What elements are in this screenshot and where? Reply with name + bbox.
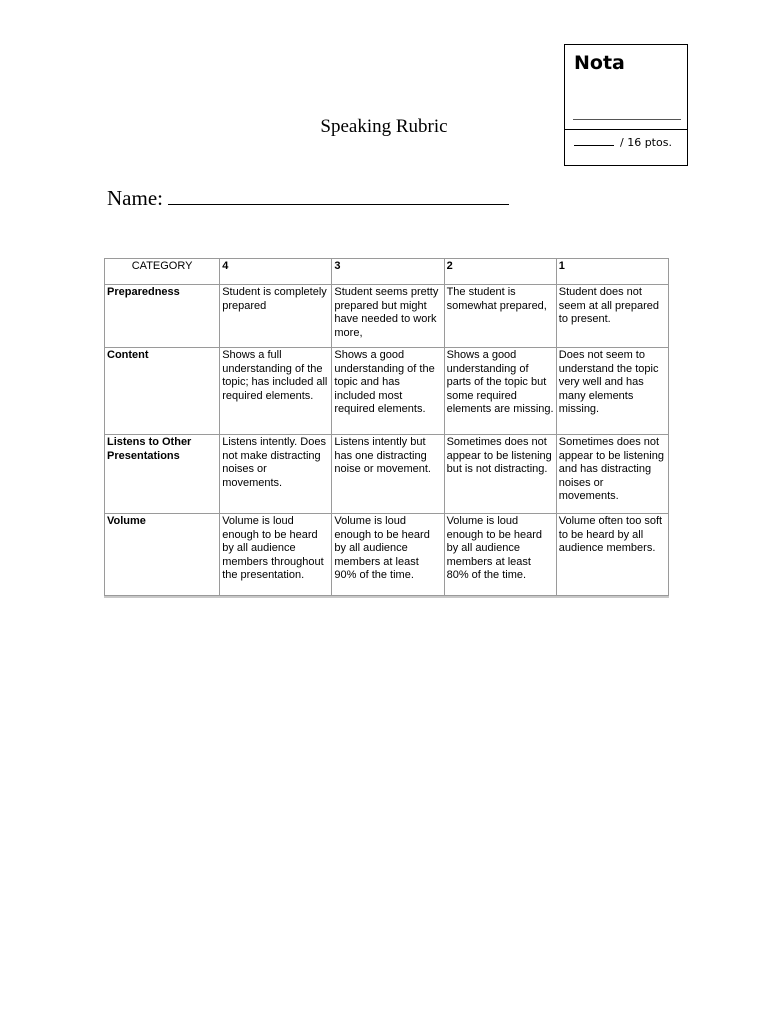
name-field xyxy=(107,186,509,211)
column-header-score-3: 3 xyxy=(332,259,444,285)
category-preparedness: Preparedness xyxy=(105,285,220,348)
table-cell: Listens intently but has one distracting noise or movement. xyxy=(332,435,444,514)
table-row xyxy=(105,435,669,514)
score-total: / 16 ptos. xyxy=(620,136,672,149)
category-content: Content xyxy=(105,348,220,435)
name-blank-line xyxy=(168,186,509,205)
table-cell: Sometimes does not appear to be listening and has distracting noises or movements. xyxy=(556,435,668,514)
name-label: Name: xyxy=(107,186,163,210)
table-cell: Student seems pretty prepared but might have needed to work more, xyxy=(332,285,444,348)
table-cell: Shows a good understanding of the topic and has included most required elements. xyxy=(332,348,444,435)
table-row xyxy=(105,348,669,435)
table-cell: Listens intently. Does not make distracting noises or movements. xyxy=(220,435,332,514)
table-cell: The student is somewhat prepared, xyxy=(444,285,556,348)
page-title: Speaking Rubric xyxy=(320,116,448,137)
table-cell: Shows a good understanding of parts of the topic but some required elements are missing. xyxy=(444,348,556,435)
table-cell: Shows a full understanding of the topic; has included all required elements. xyxy=(220,348,332,435)
table-cell: Volume often too soft to be heard by all audience members. xyxy=(556,514,668,596)
column-header-score-4: 4 xyxy=(220,259,332,285)
grade-box-title: Nota xyxy=(574,52,625,74)
column-header-score-2: 2 xyxy=(444,259,556,285)
table-cell: Does not seem to understand the topic very well and has many elements missing. xyxy=(556,348,668,435)
table-row xyxy=(105,514,669,596)
column-header-score-1: 1 xyxy=(556,259,668,285)
category-volume: Volume xyxy=(105,514,220,596)
table-cell: Student is completely prepared xyxy=(220,285,332,348)
table-cell: Sometimes does not appear to be listening but is not distracting. xyxy=(444,435,556,514)
table-row xyxy=(105,285,669,348)
grade-box xyxy=(564,44,688,166)
table-cell: Volume is loud enough to be heard by all audience members at least 90% of the time. xyxy=(332,514,444,596)
table-header-row xyxy=(105,259,669,285)
table-cell: Student does not seem at all prepared to present. xyxy=(556,285,668,348)
table-cell: Volume is loud enough to be heard by all audience members throughout the presentation. xyxy=(220,514,332,596)
table-cell: Volume is loud enough to be heard by all audience members at least 80% of the time. xyxy=(444,514,556,596)
column-header-category: CATEGORY xyxy=(105,259,220,285)
rubric-table xyxy=(104,258,669,596)
category-listens: Listens to Other Presentations xyxy=(105,435,220,514)
